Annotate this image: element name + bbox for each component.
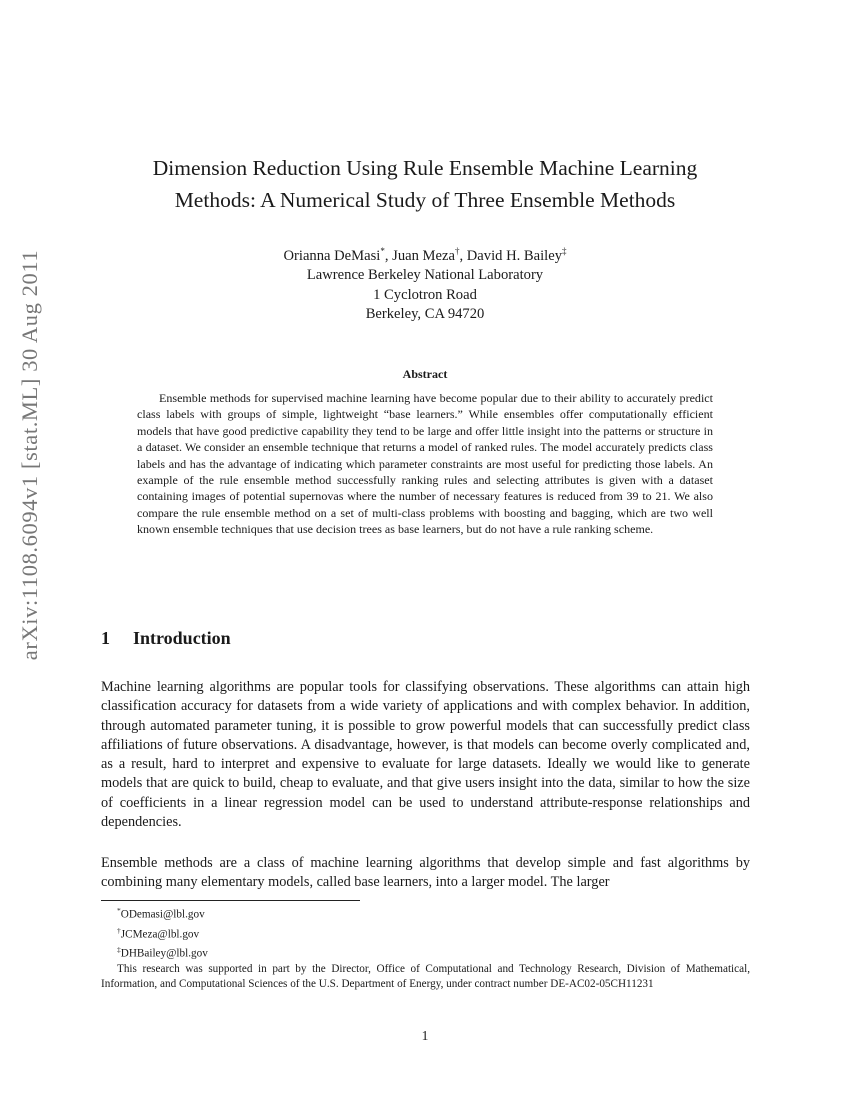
author-2-mark: † <box>454 246 460 256</box>
author-block <box>100 242 750 325</box>
arxiv-identifier-text: arXiv:1108.6094v1 [stat.ML] 30 Aug 2011 <box>17 249 43 661</box>
author-1: Orianna DeMasi <box>283 247 381 264</box>
section-number: 1 <box>101 628 110 648</box>
footnote-2 <box>101 923 750 943</box>
footnotes <box>101 903 750 992</box>
address-city: Berkeley, CA 94720 <box>365 306 485 323</box>
abstract-text: Ensemble methods for supervised machine learning have become popular due to their ability to accurately predict class labels with groups of simple, lightweight “base learners.” While ensembles offer computationally efficient models that have good predictive capability they tend to be large and offer little insight into the patterns or structure in a dataset. We consider an ensemble technique that returns a model of ranked rules. The model accurately predicts class labels and has the advantage of indicating which parameter constraints are most useful for predicting those labels. An example of the rule ensemble method successfully ranking rules and selecting attributes is given with a dataset containing images of potential supernovas where the number of necessary features is reduced from 39 to 21. We also compare the rule ensemble method on a set of multi-class problems with boosting and bagging, which are two well known ensemble techniques that use decision trees as base learners, but do not have a rule ranking scheme. <box>137 391 713 537</box>
author-names: Orianna DeMasi*, Juan Meza†, David H. Bailey‡ <box>283 246 567 264</box>
section-title: Introduction <box>133 628 231 648</box>
author-1-mark: * <box>380 246 385 256</box>
footnote-rule <box>101 900 360 901</box>
author-3-mark: ‡ <box>562 246 567 256</box>
page-number: 1 <box>421 1028 429 1043</box>
footnote-2-email: JCMeza@lbl.gov <box>120 928 200 941</box>
abstract-heading: Abstract <box>402 367 448 381</box>
author-3: David H. Bailey <box>466 247 562 264</box>
footnote-2-mark: † <box>117 925 121 935</box>
intro-paragraph-1: Machine learning algorithms are popular tools for classifying observations. These algorithms can attain high classification accuracy for datasets from a wide variety of applications and with complex behavior. In addition, through automated parameter tuning, it is possible to grow powerful models that can successfully predict class affiliations of future observations. A disadvantage, however, is that models can become overly complicated and, as a result, hard to interpret and expensive to evaluate for large datasets. Ideally we would like to generate models that are quick to build, cheap to evaluate, and that give users insight into the data, similar to how the size of coefficients in a linear regression model can be used to understand attribute-response relationships and dependencies. <box>101 679 750 831</box>
footnote-3-mark: ‡ <box>117 945 121 955</box>
footnote-1-mark: * <box>117 906 121 915</box>
title-line-2: Methods: A Numerical Study of Three Ensemble Methods <box>174 188 676 212</box>
intro-paragraph-2: Ensemble methods are a class of machine learning algorithms that develop simple and fast algorithms by combining many elementary models, called base learners, into a larger model. The larger <box>101 855 750 891</box>
footnote-1-email: ODemasi@lbl.gov <box>120 908 205 921</box>
footnote-3-email: DHBailey@lbl.gov <box>120 948 208 961</box>
funding-note: This research was supported in part by the Director, Office of Computational and Technology Research, Division of Mathematical, Information, and Computational Sciences of the U.S. Department of Energy, under contract number DE-AC02-05CH11231 <box>101 963 750 991</box>
section-heading <box>101 628 751 649</box>
address-street: 1 Cyclotron Road <box>373 286 477 303</box>
affiliation: Lawrence Berkeley National Laboratory <box>306 267 544 284</box>
footnote-3 <box>101 942 750 962</box>
arxiv-identifier-stamp <box>10 249 50 661</box>
footnote-1 <box>101 903 750 923</box>
author-2: Juan Meza <box>392 247 455 264</box>
paper-title <box>100 152 750 216</box>
title-line-1: Dimension Reduction Using Rule Ensemble Machine Learning <box>152 156 698 180</box>
